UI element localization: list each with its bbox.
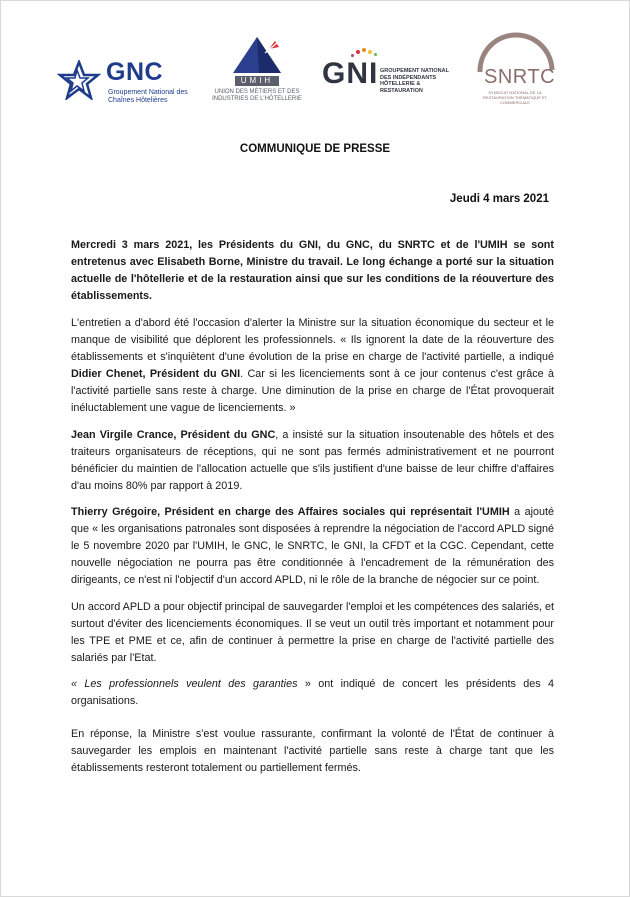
star-icon <box>57 60 101 100</box>
dot-icon <box>374 53 377 56</box>
logo-bar <box>0 30 630 110</box>
snrtc-logo <box>470 30 560 120</box>
page-title: COMMUNIQUE DE PRESSE <box>239 143 391 155</box>
speaker-name: Didier Chenet, Président du GNI <box>71 368 241 380</box>
umih-pyramid-icon <box>229 35 285 75</box>
gnc-logo <box>57 58 188 106</box>
gnc-logo-name: GNC <box>106 58 164 86</box>
gni-logo-subtitle: GROUPEMENT NATIONAL DES INDÉPENDANTS HÔTELLERIE & RESTAURATION <box>380 68 449 94</box>
quote-text: « Les professionnels veulent des garanties <box>71 678 298 690</box>
paragraph-apld: Un accord APLD a pour objectif principal de sauvegarder l'emploi et les compétences des salariés, et surtout d'éviter des licenciements économiques. Il se veut un outil très important et notamment pour les TPE et PME et ce, afin de continuer à permettre la prise en charge de l'activité partielle des salariés par l'Etat. <box>71 600 554 664</box>
paragraph-guarantees <box>71 676 554 710</box>
press-release-body <box>71 237 554 787</box>
paragraph-umih <box>71 504 554 589</box>
paragraph-text: » ont indiqué de concert les présidents des 4 organisations. <box>71 678 555 707</box>
gni-logo-name: GNI <box>322 57 379 90</box>
gnc-logo-subtitle: Groupement National des Chaînes Hôtelières <box>108 89 188 104</box>
press-release-date: Jeudi 4 mars 2021 <box>449 193 549 205</box>
umih-logo <box>204 35 310 110</box>
paragraph-alert <box>71 315 554 417</box>
snrtc-logo-subtitle: SYNDICAT NATIONAL DE LA RESTAURATION THÉMATIQUE ET COMMERCIALE <box>483 90 547 105</box>
speaker-name: Thierry Grégoire, Président en charge des Affaires sociales qui représentait l'UMIH <box>71 506 510 518</box>
umih-logo-subtitle: UNION DES MÉTIERS ET DES INDUSTRIES DE L'HÔTELLERIE <box>212 89 302 102</box>
snrtc-logo-name: SNRTC <box>484 66 556 88</box>
paragraph-text: a ajouté que « les organisations patronales sont disposées à reprendre la négociation de l'accord APLD signé le 5 novembre 2020 par l'UMIH, le GNC, le SNRTC, le GNI, la CFDT et la CGC. Cependant, cette nouvelle négociation ne pourra pas être conditionnée à l'encadrement de la rémunération des dirigeants, ce n'est ni l'objectif d'un accord APLD, ni le rôle de la branche de négocier sur ce point. <box>71 506 554 586</box>
paragraph-text: L'entretien a d'abord été l'occasion d'alerter la Ministre sur la situation économique du secteur et le manque de visibilité que déplorent les professionnels. « Ils ignorent la date de la réouverture des établissements et s'inquiètent d'une évolution de la prise en charge de l'activité partielle, a indiqué <box>71 317 554 363</box>
lead-paragraph: Mercredi 3 mars 2021, les Présidents du GNI, du GNC, du SNRTC et de l'UMIH se sont entretenus avec Elisabeth Borne, Ministre du travail. Le long échange a porté sur la situation actuelle de l'hôtellerie et de la restauration ainsi que sur les conditions de la réouverture des établissements. <box>71 239 554 302</box>
umih-logo-name: UMIH <box>235 76 279 86</box>
gni-logo <box>322 47 452 102</box>
speaker-name: Jean Virgile Crance, Président du GNC <box>71 428 276 441</box>
paragraph-text: , a insisté sur la situation insoutenable des hôtels et des traiteurs organisateurs de réceptions, qui ne sont pas fermés administrativement et ne pourront bénéficier du maintien de l'allocation actuelle que s'ils justifient d'une baisse de leur chiffre d'affaires d'au moins 80% par rapport à 2019. <box>71 428 554 492</box>
dot-icon <box>356 50 360 54</box>
paragraph-response: En réponse, la Ministre s'est voulue rassurante, confirmant la volonté de l'État de continuer à sauvegarder les emplois en maintenant l'activité partielle sans reste à charge tant que les établissements resteront totalement ou partiellement fermés. <box>71 728 554 774</box>
paragraph-text: . Car si les licenciements sont à ce jour contenus c'est grâce à l'activité partielle sans reste à charge. Une diminution de la prise en charge de l'État provoquerait inéluctablement une vague de licenciements. » <box>71 368 554 414</box>
dot-icon <box>362 48 366 52</box>
dot-icon <box>368 50 372 54</box>
paragraph-gnc <box>71 427 554 495</box>
